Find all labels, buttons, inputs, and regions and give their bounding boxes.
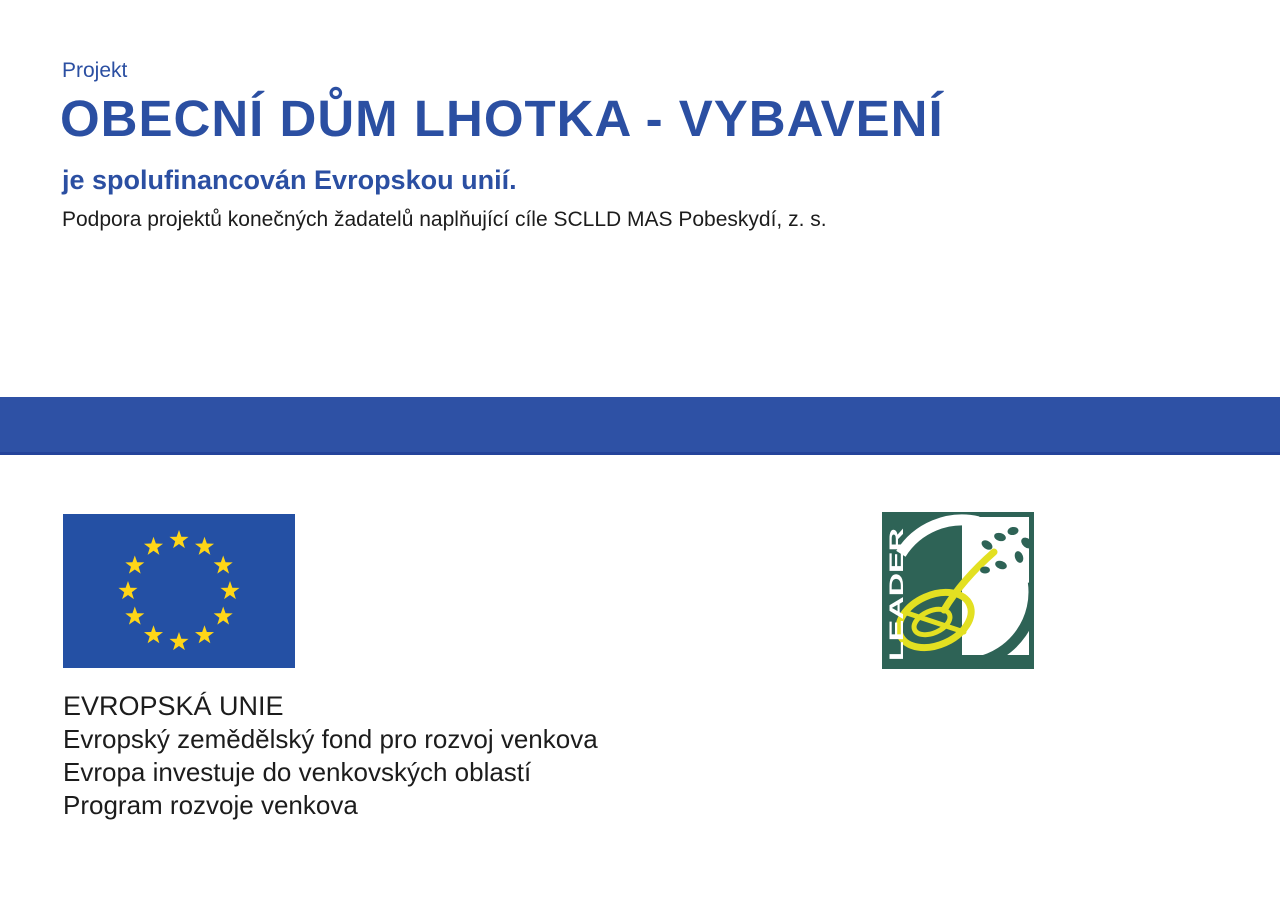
project-title: OBECNÍ DŮM LHOTKA - VYBAVENÍ <box>60 90 944 147</box>
project-eyebrow: Projekt <box>62 59 128 82</box>
eu-attribution-line: Evropský zemědělský fond pro rozvoj venkova <box>63 724 598 754</box>
eu-flag-icon <box>63 514 295 668</box>
eu-attribution-line: Program rozvoje venkova <box>63 790 358 820</box>
eu-attribution-line: Evropa investuje do venkovských oblastí <box>63 757 532 787</box>
eu-attribution-text <box>63 690 598 822</box>
leader-logo-icon <box>882 512 1034 669</box>
leader-wordmark: LEADER <box>887 582 908 661</box>
project-subtitle: je spolufinancován Evropskou unií. <box>62 165 517 195</box>
eu-attribution-line: EVROPSKÁ UNIE <box>63 691 284 721</box>
project-description: Podpora projektů konečných žadatelů naplňující cíle SCLLD MAS Pobeskydí, z. s. <box>62 208 827 231</box>
blue-divider-band <box>0 397 1280 455</box>
